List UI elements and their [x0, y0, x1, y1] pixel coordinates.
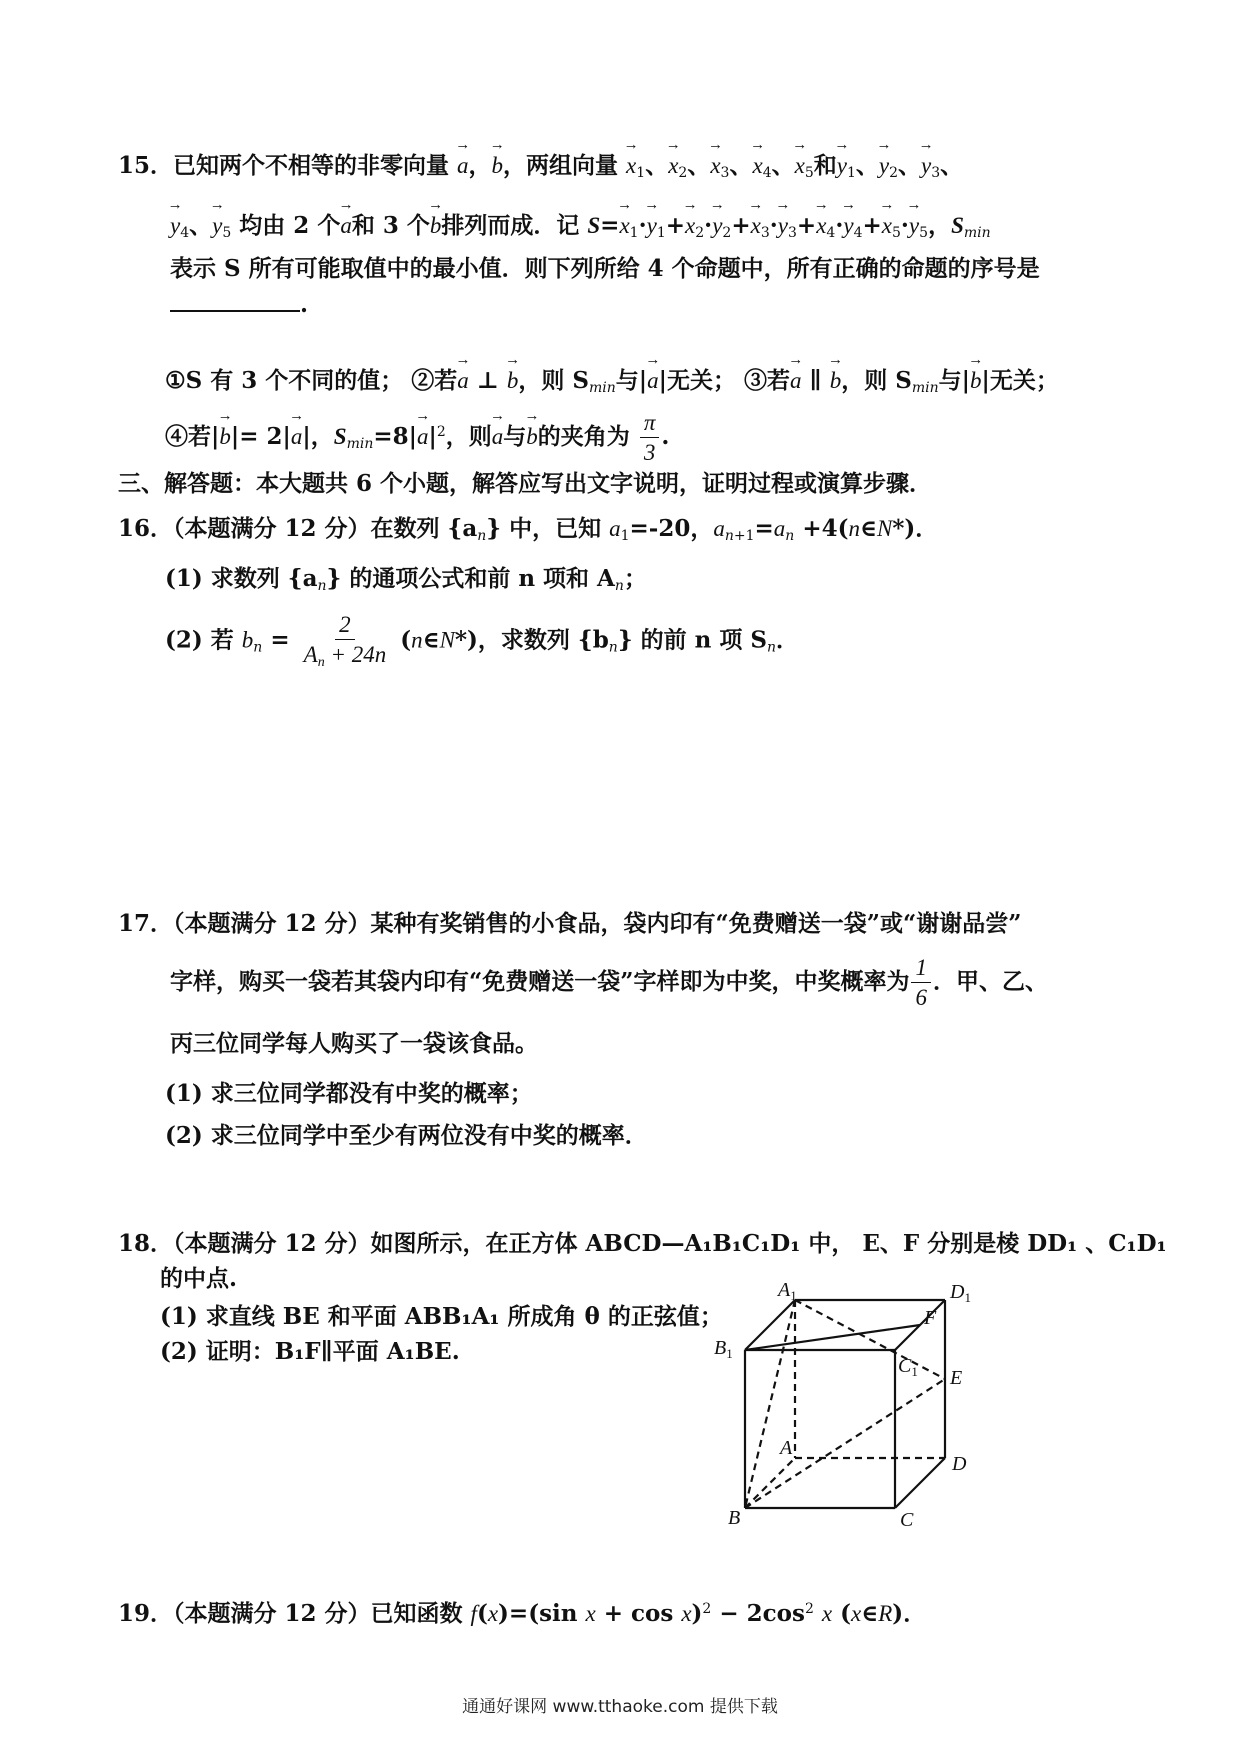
q19-line1: 19．（本题满分 12 分）已知函数 f(x)=(sin $x + \cos x)^2 - 2\cos^2$ x (x∈R)．	[118, 1600, 927, 1627]
q18-part1: (1) 求直线 BE 和平面 ABB₁A₁ 所成角 θ 的正弦值；	[160, 1303, 723, 1330]
label-d: D	[952, 1453, 967, 1475]
label-c1: $C_1$	[898, 1355, 918, 1379]
label-a1: $A_1$	[778, 1280, 797, 1303]
label-b1: $B_1$	[714, 1337, 733, 1361]
q17-part2: (2) 求三位同学中至少有两位没有中奖的概率．	[165, 1122, 648, 1149]
label-b: B	[728, 1507, 741, 1529]
q17-line2: 字样，购买一袋若其袋内印有“免费赠送一袋”字样即为中奖，中奖概率为 $\frac{1}{6}$ ．甲、乙、	[170, 955, 1048, 1011]
q15-line3: 表示 S 所有可能取值中的最小值．则下列所给 4 个命题中，所有正确的命题的序号是	[170, 255, 1040, 282]
label-f: F	[924, 1307, 937, 1329]
label-d1: $D_1$	[950, 1281, 971, 1305]
q18-line1: 18．（本题满分 12 分）如图所示，在正方体 ABCD—A₁B₁C₁D₁ 中， E、F 分别是棱 DD₁ 、C₁D₁	[118, 1230, 1167, 1257]
segment-b1-f	[745, 1325, 920, 1350]
edge-c-d	[895, 1458, 945, 1508]
q16-part1: (1) 求数列 $\{a_n\}$ 的通项公式和前 n 项和 $A_n$；	[165, 565, 647, 594]
q16-head: 16．（本题满分 12 分）在数列 $\{a_n\}$ 中，已知 $a_1=-20$，$a_{n+1}=a_n$ +4(n∈N*)．	[118, 515, 939, 544]
q15-line1: 15．已知两个不相等的非零向量 → a，→ b，两组向量 → $x_1$、→ $x_2$、→ $x_3$、→ $x_4$、→ $x_5$和→ $y_1$、→ $y_2$、→ $y_3$、	[118, 140, 963, 182]
q15-line2: → $y_4$、→ $y_5$ 均由 2 个→ a和 3 个→ b排列而成．记 $S=\to x_1\cdot\to y_1+\to x_2\cdot\to y_2+\to x_3\cdot\to y_3+\to x_4\cdot\to y_4+\to x_5\cdot\to y_5$，$S_{min}$	[170, 200, 991, 242]
q18-line2: 的中点.	[160, 1265, 238, 1292]
q15-propositions-2: ④若|→ b|= 2|→ a|，$S_{min}=8|\to a|^2$，则→ a与→ b的夹角为 $\frac{\pi}{3}$ .	[165, 410, 669, 466]
q17-part1: (1) 求三位同学都没有中奖的概率；	[165, 1080, 533, 1107]
edge-b1-a1	[745, 1300, 795, 1350]
label-e: E	[950, 1367, 963, 1389]
q18-part2: (2) 证明：B₁F∥平面 A₁BE.	[160, 1338, 460, 1365]
q17-line1: 17．（本题满分 12 分）某种有奖销售的小食品，袋内印有“免费赠送一袋”或“谢谢品尝”	[118, 910, 1022, 937]
segment-a1-b	[745, 1300, 795, 1508]
label-c: C	[900, 1509, 914, 1530]
cube-figure	[700, 1280, 990, 1530]
edge-b-a	[745, 1458, 795, 1508]
label-a: A	[780, 1437, 793, 1459]
q15-answer-blank: .	[170, 290, 308, 319]
section-3-heading: 三、解答题：本大题共 6 个小题，解答应写出文字说明，证明过程或演算步骤．	[118, 470, 933, 497]
footer-source: 通通好课网 www.tthaoke.com 提供下载	[462, 1697, 778, 1717]
q17-line3: 丙三位同学每人购买了一袋该食品。	[170, 1030, 538, 1057]
q16-part2: (2) 若 $b_n$ = $\frac{2}{A_n + 24n}$ (n∈N*)，求数列 $\{b_n\}$ 的前 n 项 $S_n$．	[165, 612, 800, 671]
q15-propositions-1: ①S 有 3 个不同的值； ②若→ a ⊥ → b，则 $S_{min}$与|→ a|无关； ③若→ a ∥ → b，则 $S_{min}$与|→ b|无关；	[165, 355, 1059, 397]
